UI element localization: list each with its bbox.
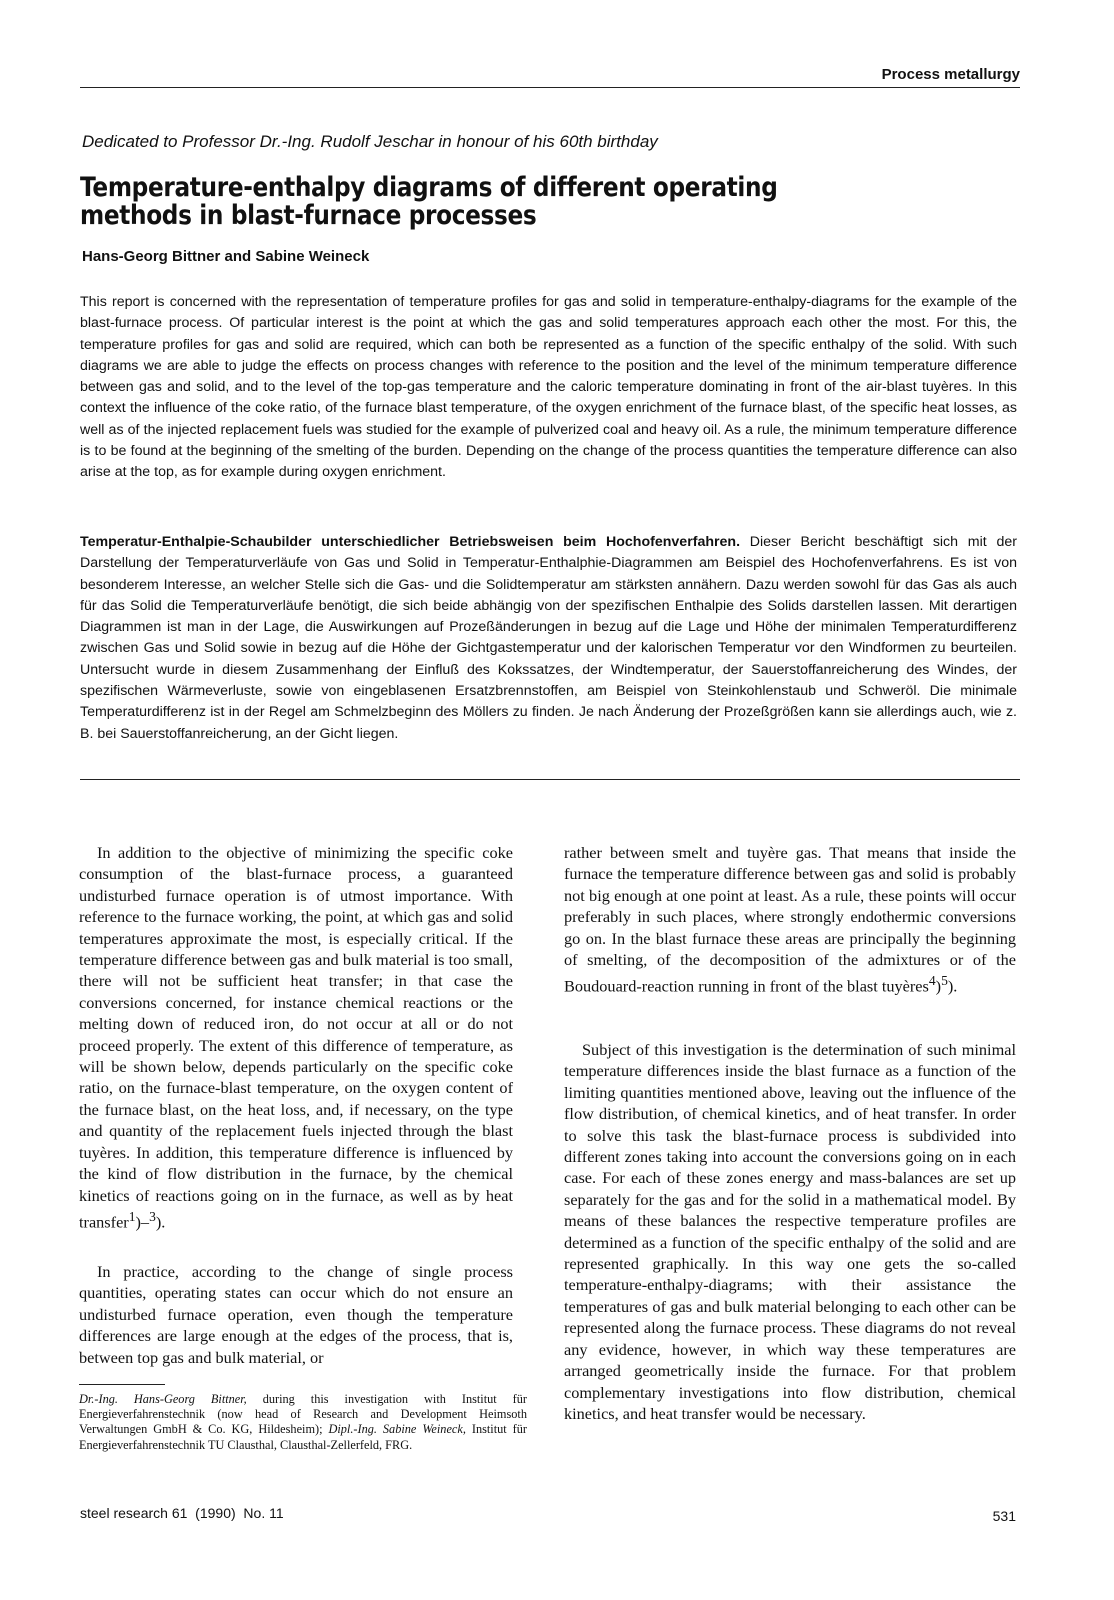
author-footnote: Dr.-Ing. Hans-Georg Bittner, during this investigation with Institut für Energieverfahrenstechnik (now head of Research and Development Heimsoth Verwaltungen GmbH & Co. KG, Hildesheim); Dipl.-Ing. Sabine Weineck, Institut für Energieverfahrenstechnik TU Clausthal, Clausthal-Zellerfeld, FRG. [79, 1392, 527, 1452]
page-number: 531 [992, 1508, 1016, 1524]
abstract-german-body: Dieser Bericht beschäftigt sich mit der Darstellung der Temperaturverläufe von Gas und Solid in Temperatur-Enthalphie-Diagrammen am Beispiel des Hochofenverfahrens. Es ist von besonderem Interesse, an welcher Stelle sich die Gas- und die Solidtemperatur am stärksten annähern. Dazu werden sowohl für das Gas als auch für das Solid die Temperaturverläufe benötigt, die sich beide abhängig von der spezifischen Enthalpie des Solids darstellen lassen. Mit derartigen Diagrammen ist man in der Lage, die Auswirkungen auf Prozeßänderungen in bezug auf die Lage und Höhe der minimalen Temperaturdifferenz zwischen Gas und Solid sowie in bezug auf die Höhe der Gichtgastemperatur und der kalorischen Temperatur vor den Windformen zu beurteilen. Untersucht wurde in diesem Zusammenhang der Einfluß des Kokssatzes, der Windtemperatur, der Sauerstoffanreicherung des Windes, der spezifischen Wärmeverluste, sowie von eingeblasenen Ersatzbrennstoffen, am Beispiel von Steinkohlenstaub und Schweröl. Die minimale Temperaturdifferenz ist in der Regel am Schmelzbeginn des Möllers zu finden. Je nach Änderung der Prozeßgrößen kann sie allerdings auch, wie z. B. bei Sauerstoffanreicherung, an der Gicht liegen. [80, 534, 1017, 742]
reference-mark: 3 [149, 1208, 156, 1224]
footnote-rule [79, 1384, 165, 1385]
abstract-rule [80, 779, 1020, 780]
header-rule [80, 87, 1020, 88]
body-paragraph: In practice, according to the change of single process quantities, operating states can occur which do not ensure an undisturbed furnace operation, even though the temperature differences are large enough at the edges of the process, that is, between top gas and bulk material, or [79, 1262, 513, 1367]
abstract-english: This report is concerned with the representation of temperature profiles for gas and solid in temperature-enthalpy-diagrams for the example of the blast-furnace process. Of particular interest is the point at which the gas and solid temperatures approach each other the most. For this, the temperature profiles for gas and solid are required, which can both be represented as a function of the specific enthalpy of the solid. With such diagrams we are able to judge the effects on process changes with reference to the position and the level of the minimum temperature difference between gas and solid, and to the level of the top-gas temperature and the caloric temperature dominating in front of the air-blast tuyères. In this context the influence of the coke ratio, of the furnace blast temperature, of the oxygen enrichment of the furnace blast, of the specific heat losses, as well as of the injected replacement fuels was studied for the example of pulverized coal and heavy oil. As a rule, the minimum temperature difference is to be found at the beginning of the smelting of the burden. Depending on the change of the process quantities the temperature difference can also arise at the top, as for example during oxygen enrichment. [80, 294, 1017, 481]
body-paragraph: Subject of this investigation is the determination of such minimal temperature differences inside the blast furnace as a function of the limiting quantities mentioned above, leaving out the influence of the flow distribution, of chemical kinetics, and of heat transfer. In order to solve this task the blast-furnace process is subdivided into different zones taking into account the conversions going on in each case. For each of these zones energy and mass-balances are set up separately for the gas and for the solid in a mathematical model. By means of these balances the respective temperature profiles are determined as a function of the specific enthalpy of the solid and are represented graphically. In this way one gets the so-called temperature-enthalpy-diagrams; with their assistance the temperatures of gas and bulk material belonging to each other can be represented along the furnace process. These diagrams do not reveal any evidence, however, in which way these temperatures are arranged geometrically inside the furnace. For that problem complementary investigations into flow distribution, chemical kinetics, and heat transfer would be necessary. [564, 1040, 1016, 1423]
dedication: Dedicated to Professor Dr.-Ing. Rudolf Jeschar in honour of his 60th birthday [82, 132, 658, 151]
body-paragraph: rather between smelt and tuyère gas. That means that inside the furnace the temperature difference between gas and solid is probably not big enough at one point at least. As a rule, these points will occur preferably in such places, where strongly endothermic conversions go on. In the blast furnace these areas are principally the beginning of smelting, of the decomposition of the admixtures or of the Boudouard-reaction running in front of the blast tuyères$^4$)$^5$). [564, 843, 1016, 996]
reference-mark: 1 [128, 1208, 136, 1224]
abstract-german [80, 532, 1017, 745]
footnote-author: Dr.-Ing. Hans-Georg Bittner, [79, 1392, 247, 1406]
abstract-german-title: Temperatur-Enthalpie-Schaubilder unterschiedlicher Betriebsweisen beim Hochofenverfahren. [80, 534, 741, 550]
body-paragraph: In addition to the objective of minimizing the specific coke consumption of the blast-furnace process, a guaranteed undisturbed furnace operation is of utmost importance. With reference to the furnace working, the point, at which gas and solid temperatures approximate the most, is especially critical. If the temperature difference between gas and bulk material is too small, there will not be sufficient heat transfer; in that case the conversions concerned, for instance chemical reactions or the melting down of reduced iron, do not occur at all or do not proceed properly. The extent of this difference of temperature, as will be shown below, depends particularly on the specific coke ratio, on the furnace-blast temperature, on the oxygen content of the furnace blast, on the heat loss, and, if necessary, on the type and quantity of the replacement fuels injected through the blast tuyères. In addition, this temperature difference is influenced by the kind of flow distribution in the furnace, by the chemical kinetics of reactions going on in the furnace, as well as by heat transfer$^1$)–$^3$). [79, 843, 513, 1232]
footnote-author: Dipl.-Ing. Sabine Weineck, [328, 1422, 466, 1437]
reference-mark: 4 [928, 973, 936, 989]
section-label: Process metallurgy [881, 66, 1020, 83]
reference-mark: 5 [941, 973, 948, 989]
authors: Hans-Georg Bittner and Sabine Weineck [82, 248, 370, 265]
article-title: Temperature-enthalpy diagrams of different operating methods in blast-furnace processes [80, 172, 778, 231]
journal-citation: steel research 61 (1990) No. 11 [80, 1505, 284, 1521]
